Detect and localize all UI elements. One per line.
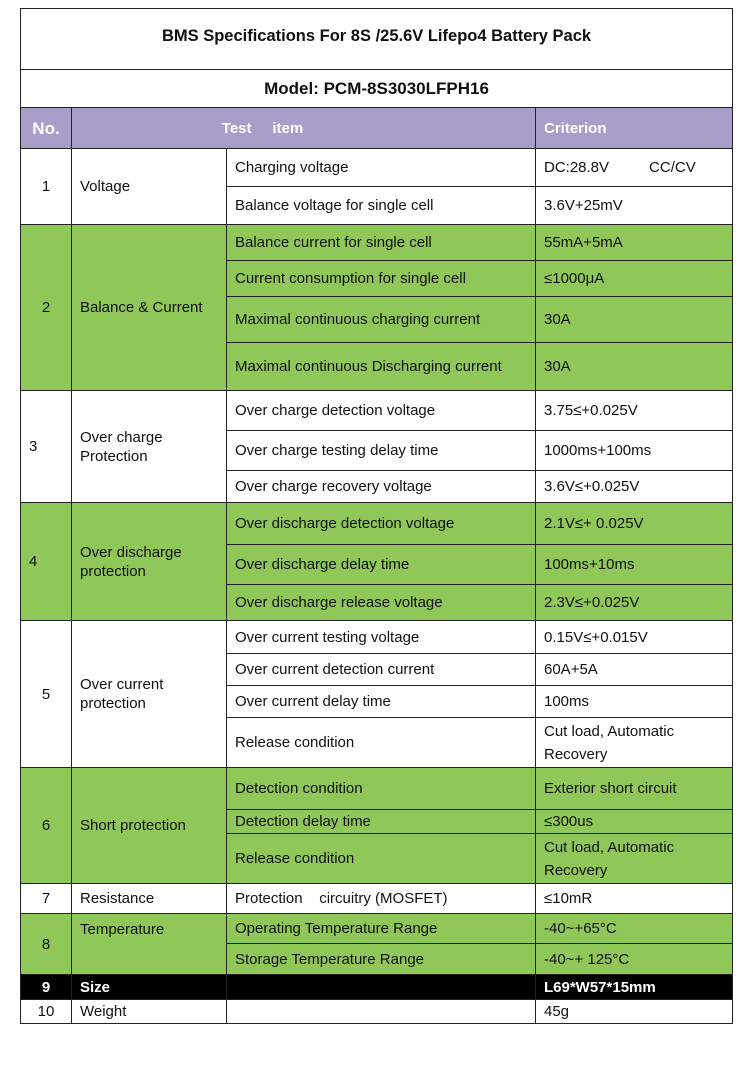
- criterion-value: 3.75≤+0.025V: [536, 391, 733, 431]
- test-item: Release condition: [227, 718, 536, 768]
- category-label: Weight: [72, 1000, 227, 1024]
- row-number: 6: [21, 768, 72, 884]
- criterion-value: 3.6V≤+0.025V: [536, 471, 733, 503]
- category-label: Size: [72, 975, 227, 1000]
- title-row: [21, 9, 733, 70]
- category-label: Temperature: [72, 914, 227, 975]
- test-item: Maximal continuous Discharging current: [227, 343, 536, 391]
- criterion-value: 100ms: [536, 686, 733, 718]
- model-row: [21, 70, 733, 108]
- criterion-value: L69*W57*15mm: [536, 975, 733, 1000]
- criterion-value: 60A+5A: [536, 654, 733, 686]
- criterion-value: 45g: [536, 1000, 733, 1024]
- test-item: Balance voltage for single cell: [227, 187, 536, 225]
- row-number: 8: [21, 914, 72, 975]
- test-item: Release condition: [227, 834, 536, 884]
- table-row: [21, 149, 733, 187]
- criterion-value: ≤300us: [536, 810, 733, 834]
- test-item: [227, 975, 536, 1000]
- bms-spec-table: [20, 8, 733, 1024]
- criterion-value: 0.15V≤+0.015V: [536, 621, 733, 654]
- row-number: 4: [21, 503, 72, 621]
- table-row: [21, 503, 733, 545]
- test-item: [227, 1000, 536, 1024]
- model-label: Model: PCM-8S3030LFPH16: [21, 70, 733, 108]
- criterion-value: 2.3V≤+0.025V: [536, 585, 733, 621]
- criterion-value: 30A: [536, 297, 733, 343]
- criterion-value: 2.1V≤+ 0.025V: [536, 503, 733, 545]
- criterion-value: Cut load, Automatic Recovery: [536, 834, 733, 884]
- document-title: BMS Specifications For 8S /25.6V Lifepo4 Battery Pack: [21, 9, 733, 70]
- row-number: 1: [21, 149, 72, 225]
- category-label: Over current protection: [72, 621, 227, 768]
- test-item: Over current testing voltage: [227, 621, 536, 654]
- spec-sheet: [20, 8, 732, 1024]
- category-label: Over charge Protection: [72, 391, 227, 503]
- test-item: Protection circuitry (MOSFET): [227, 884, 536, 914]
- test-item: Over discharge delay time: [227, 545, 536, 585]
- test-item: Over discharge detection voltage: [227, 503, 536, 545]
- row-number: 5: [21, 621, 72, 768]
- category-label: Over discharge protection: [72, 503, 227, 621]
- test-item: Current consumption for single cell: [227, 261, 536, 297]
- header-row: [21, 108, 733, 149]
- row-number: 2: [21, 225, 72, 391]
- criterion-value: -40~+65°C: [536, 914, 733, 944]
- table-row: [21, 621, 733, 654]
- test-item: Maximal continuous charging current: [227, 297, 536, 343]
- row-number: 10: [21, 1000, 72, 1024]
- criterion-value: -40~+ 125°C: [536, 944, 733, 975]
- test-item: Balance current for single cell: [227, 225, 536, 261]
- criterion-value: Cut load, Automatic Recovery: [536, 718, 733, 768]
- header-criterion: Criterion: [536, 108, 733, 149]
- test-item: Over charge recovery voltage: [227, 471, 536, 503]
- table-row: [21, 975, 733, 1000]
- criterion-value: ≤10mR: [536, 884, 733, 914]
- test-item: Detection delay time: [227, 810, 536, 834]
- criterion-value: 100ms+10ms: [536, 545, 733, 585]
- row-number: 3: [21, 391, 72, 503]
- table-row: [21, 884, 733, 914]
- criterion-value: Exterior short circuit: [536, 768, 733, 810]
- test-item: Charging voltage: [227, 149, 536, 187]
- table-row: [21, 225, 733, 261]
- criterion-value: DC:28.8V CC/CV: [536, 149, 733, 187]
- category-label: Balance & Current: [72, 225, 227, 391]
- test-item: Over current delay time: [227, 686, 536, 718]
- test-item: Over current detection current: [227, 654, 536, 686]
- criterion-value: 55mA+5mA: [536, 225, 733, 261]
- table-row: [21, 1000, 733, 1024]
- criterion-value: ≤1000μA: [536, 261, 733, 297]
- test-item: Over discharge release voltage: [227, 585, 536, 621]
- table-row: [21, 768, 733, 810]
- test-item: Detection condition: [227, 768, 536, 810]
- criterion-value: 1000ms+100ms: [536, 431, 733, 471]
- table-row: [21, 391, 733, 431]
- test-item: Operating Temperature Range: [227, 914, 536, 944]
- header-no: No.: [21, 108, 72, 149]
- criterion-value: 3.6V+25mV: [536, 187, 733, 225]
- category-label: Resistance: [72, 884, 227, 914]
- category-label: Voltage: [72, 149, 227, 225]
- criterion-value: 30A: [536, 343, 733, 391]
- table-row: [21, 914, 733, 944]
- test-item: Over charge detection voltage: [227, 391, 536, 431]
- header-test-item: Test item: [72, 108, 536, 149]
- test-item: Over charge testing delay time: [227, 431, 536, 471]
- category-label: Short protection: [72, 768, 227, 884]
- test-item: Storage Temperature Range: [227, 944, 536, 975]
- row-number: 9: [21, 975, 72, 1000]
- row-number: 7: [21, 884, 72, 914]
